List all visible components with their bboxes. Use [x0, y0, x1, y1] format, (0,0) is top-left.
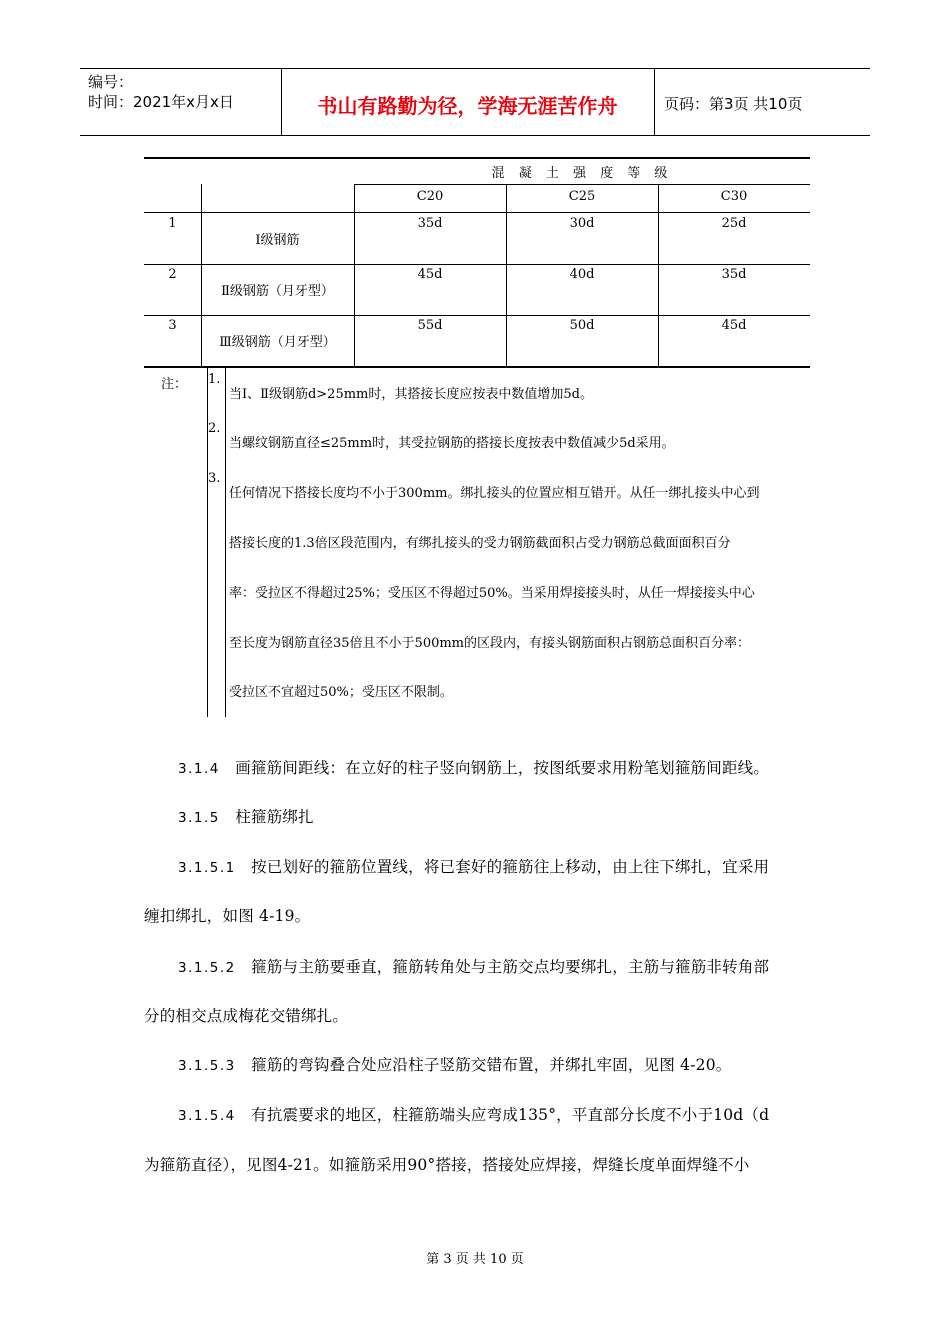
paragraph	[178, 955, 769, 977]
section-number: 3.1.5.3	[178, 1058, 236, 1074]
paragraph-text: 柱箍筋绑扎	[235, 808, 314, 826]
note-line: 任何情况下搭接长度均不小于300mm。绑扎接头的位置应相互错开。从任一绑扎接头中心到	[229, 486, 760, 501]
note-line: 当Ⅰ、Ⅱ级钢筋d>25mm时，其搭接长度应按表中数值增加5d。	[229, 387, 593, 402]
paragraph-text: 箍筋的弯钩叠合处应沿柱子竖筋交错布置，并绑扎牢固，见图 4-20。	[251, 1056, 732, 1074]
row-steel-type: Ⅲ级钢筋（月牙型）	[219, 335, 336, 350]
table-rule	[144, 157, 810, 159]
table-rule	[144, 366, 810, 368]
header-top-rule	[80, 68, 870, 69]
section-number: 3.1.5.2	[178, 960, 236, 976]
section-number: 3.1.5.4	[178, 1108, 236, 1124]
header-page-number: 页码：第3页 共10页	[664, 95, 803, 113]
row-number: 1	[168, 216, 177, 231]
header-motto: 书山有路勤为径，学海无涯苦作舟	[317, 94, 618, 118]
table-rule	[144, 315, 810, 316]
notes-divider	[207, 367, 208, 717]
header-meta	[88, 72, 234, 112]
section-number: 3.1.5	[178, 810, 220, 826]
note-line: 搭接长度的1.3倍区段范围内，有绑扎接头的受力钢筋截面积占受力钢筋总截面面积百分	[229, 536, 731, 551]
table-cell: 25d	[721, 216, 747, 231]
note-line: 率：受拉区不得超过25%；受压区不得超过50%。当采用焊接接头时，从任一焊接接头中心	[229, 586, 755, 601]
paragraph	[178, 855, 769, 877]
note-line: 受拉区不宜超过50%；受压区不限制。	[229, 685, 453, 700]
paragraph-text: 按已划好的箍筋位置线，将已套好的箍筋往上移动，由上往下绑扎，宜采用	[251, 858, 770, 876]
paragraph	[178, 756, 769, 778]
row-steel-type: Ⅱ级钢筋（月牙型）	[221, 284, 334, 299]
note-line: 当螺纹钢筋直径≤25mm时，其受拉钢筋的搭接长度按表中数值减少5d采用。	[229, 436, 675, 451]
note-number: 2.	[208, 421, 221, 436]
paragraph-text: 画箍筋间距线：在立好的柱子竖向钢筋上，按图纸要求用粉笔划箍筋间距线。	[235, 759, 770, 777]
table-cell: 30d	[569, 216, 595, 231]
column-header: C25	[568, 189, 596, 204]
table-cell: 40d	[569, 267, 595, 282]
table-cell: 45d	[417, 267, 443, 282]
table-group-header: 混 凝 土 强 度 等 级	[491, 166, 673, 181]
number-label: 编号：	[88, 73, 134, 91]
table-rule	[144, 212, 810, 213]
table-cell: 35d	[721, 267, 747, 282]
time-label: 时间：2021年x月x日	[88, 93, 234, 111]
page-footer: 第 3 页 共 10 页	[426, 1252, 524, 1267]
column-header: C30	[720, 189, 748, 204]
note-number: 1.	[208, 372, 221, 387]
paragraph	[178, 805, 314, 827]
notes-divider	[225, 367, 226, 717]
row-number: 3	[168, 318, 177, 333]
paragraph	[178, 1103, 769, 1125]
table-rule	[144, 264, 810, 265]
table-cell: 35d	[417, 216, 443, 231]
paragraph-text: 箍筋与主筋要垂直，箍筋转角处与主筋交点均要绑扎，主筋与箍筋非转角部	[251, 958, 770, 976]
column-header: C20	[416, 189, 444, 204]
row-number: 2	[168, 267, 177, 282]
paragraph-continuation: 为箍筋直径），见图4-21。如箍筋采用90°搭接，搭接处应焊接，焊缝长度单面焊缝不小	[144, 1156, 750, 1174]
section-number: 3.1.5.1	[178, 860, 236, 876]
paragraph-continuation: 缠扣绑扎，如图 4-19。	[144, 907, 311, 925]
paragraph	[178, 1053, 731, 1075]
note-label: 注：	[161, 377, 188, 392]
header-bottom-rule	[80, 135, 870, 136]
table-cell: 45d	[721, 318, 747, 333]
table-rule	[354, 184, 810, 185]
row-steel-type: Ⅰ级钢筋	[255, 233, 300, 248]
note-number: 3.	[208, 471, 221, 486]
note-line: 至长度为钢筋直径35倍且不小于500mm的区段内，有接头钢筋面积占钢筋总面积百分率：	[229, 636, 751, 651]
header-divider	[654, 68, 655, 135]
section-number: 3.1.4	[178, 761, 220, 777]
table-cell: 50d	[569, 318, 595, 333]
table-cell: 55d	[417, 318, 443, 333]
paragraph-text: 有抗震要求的地区，柱箍筋端头应弯成135°，平直部分长度不小于10d（d	[251, 1106, 770, 1124]
paragraph-continuation: 分的相交点成梅花交错绑扎。	[144, 1007, 349, 1025]
